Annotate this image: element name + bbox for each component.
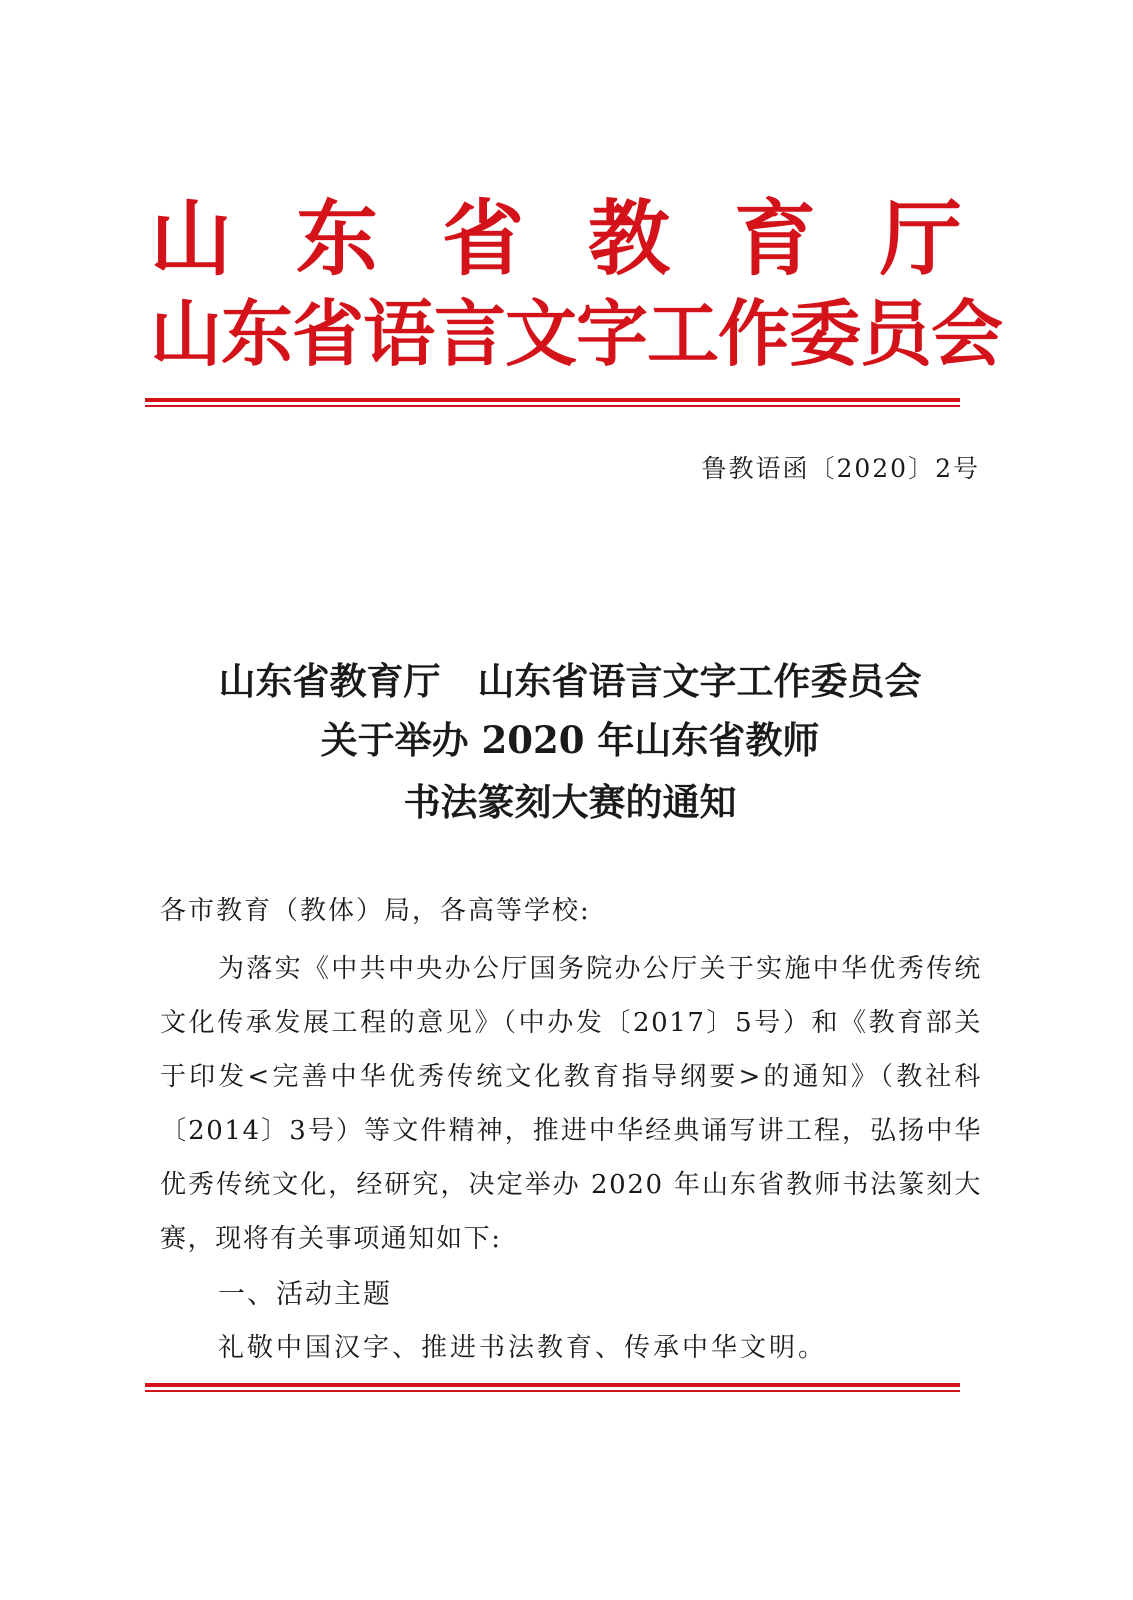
rule-thick-line (145, 398, 960, 402)
rule-thin-line (145, 1390, 960, 1392)
letterhead-char: 省 (441, 191, 524, 287)
footer-red-rule (145, 1383, 960, 1392)
letterhead-org-1 (150, 191, 962, 287)
section-heading: 一、活动主题 (218, 1279, 392, 1310)
title-line-3: 书法篆刻大赛的通知 (403, 780, 737, 824)
letterhead-red-rule (145, 398, 960, 407)
body-paragraph: 为落实《中共中央办公厅国务院办公厅关于实施中华优秀传统文化传承发展工程的意见》（中办发〔2017〕5号）和《教育部关于印发<完善中华优秀传统文化教育指导纲要>的通知》（教社科〔2014〕3号）等文件精神，推进中华经典诵写讲工程，弘扬中华优秀传统文化，经研究，决定举办 2020 年山东省教师书法篆刻大赛，现将有关事项通知如下: (160, 954, 982, 1254)
title-line-1: 山东省教育厅 山东省语言文字工作委员会 (218, 659, 922, 703)
letterhead-char: 教 (587, 191, 670, 287)
letterhead-org-2: 山东省语言文字工作委员会 (150, 291, 1003, 376)
rule-thick-line (145, 1383, 960, 1387)
document-number: 鲁教语函〔2020〕2号 (701, 454, 980, 483)
rule-thin-line (145, 405, 960, 407)
letterhead-char: 育 (733, 191, 816, 287)
section-body: 礼敬中国汉字、推进书法教育、传承中华文明。 (218, 1333, 828, 1363)
letterhead-char: 厅 (879, 191, 962, 287)
letterhead-char: 山 (150, 191, 233, 287)
title-line-2: 关于举办 2020 年山东省教师 (320, 718, 820, 762)
salutation: 各市教育（教体）局，各高等学校: (160, 896, 591, 926)
letterhead-char: 东 (295, 191, 378, 287)
